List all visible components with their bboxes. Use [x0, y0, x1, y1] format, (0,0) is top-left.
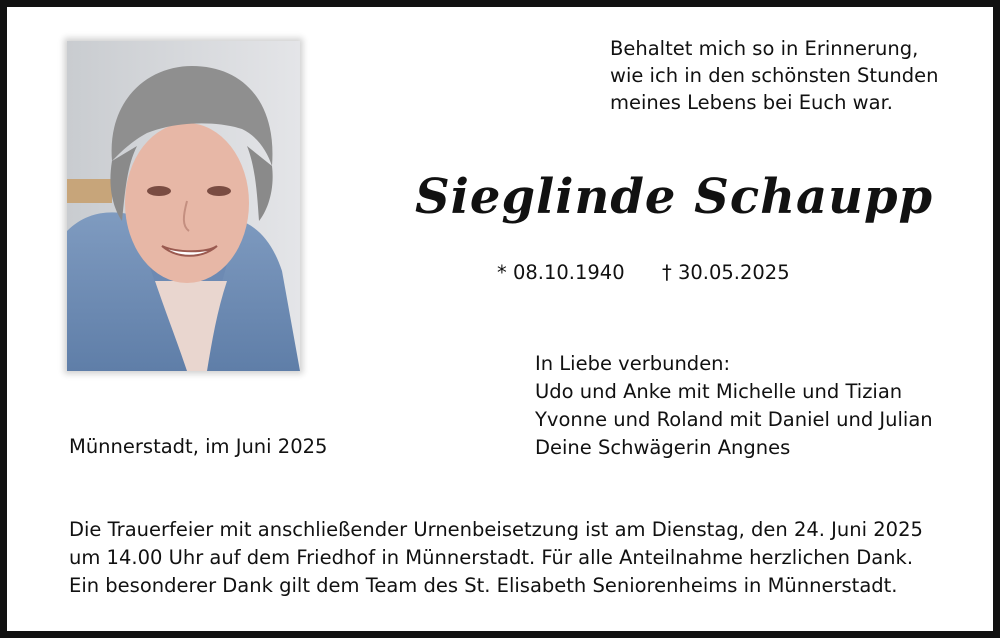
family-line: Udo und Anke mit Michelle und Tizian [535, 380, 903, 403]
memorial-quote [610, 35, 939, 116]
death-date: † 30.05.2025 [662, 261, 790, 284]
funeral-notice [69, 516, 923, 600]
family-signatures [535, 350, 933, 462]
funeral-line: um 14.00 Uhr auf dem Friedhof in Münnerstadt. Für alle Anteilnahme herzlichen Dank. [69, 546, 914, 569]
funeral-line: Ein besonderer Dank gilt dem Team des St. Elisabeth Seniorenheims in Münnerstadt. [69, 574, 898, 597]
quote-line: meines Lebens bei Euch war. [610, 91, 894, 114]
family-line: In Liebe verbunden: [535, 352, 731, 375]
deceased-name: Sieglinde Schaupp [415, 169, 934, 225]
family-line: Yvonne und Roland mit Daniel und Julian [535, 408, 933, 431]
place-date: Münnerstadt, im Juni 2025 [69, 435, 328, 458]
quote-line: wie ich in den schönsten Stunden [610, 64, 939, 87]
funeral-line: Die Trauerfeier mit anschließender Urnenbeisetzung ist am Dienstag, den 24. Juni 2025 [69, 518, 923, 541]
quote-line: Behaltet mich so in Erinnerung, [610, 37, 919, 60]
family-line: Deine Schwägerin Angnes [535, 436, 791, 459]
birth-date: * 08.10.1940 [497, 261, 625, 284]
portrait-photo [67, 41, 300, 371]
